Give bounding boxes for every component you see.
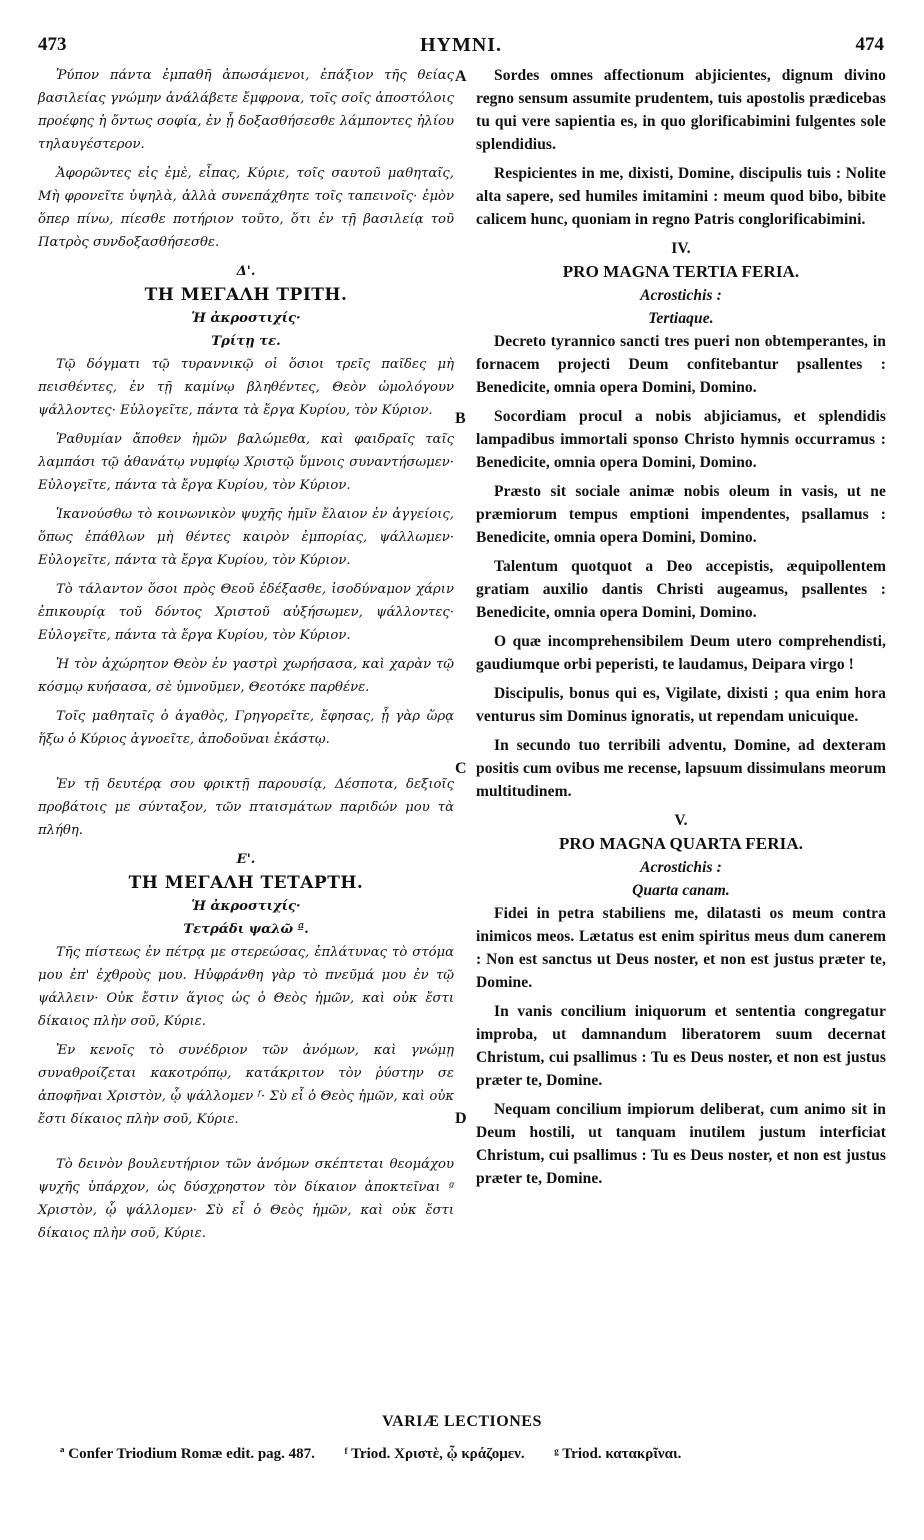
latin-acrostic: Tertiaque. (648, 310, 714, 327)
latin-section-number: V. (674, 812, 688, 829)
greek-paragraph: Τὸ δεινὸν βουλευτήριον τῶν ἀνόμων σκέπτεται θεομάχου ψυχῆς ὑπάρχον, ὡς δύσχρηστον τὸν δίκαιον ἀποκτεῖναι ᵍ Χριστὸν, ᾧ ψάλλομεν· Σὺ εἶ ὁ Θεὸς ἡμῶν, καὶ οὐκ ἔστι δίκαιος πλὴν σοῦ, Κύριε. (38, 1157, 454, 1241)
latin-acrostic-label: Acrostichis : (640, 287, 722, 304)
footnotes (60, 1446, 880, 1463)
latin-paragraph: Fidei in petra stabiliens me, dilatasti os meum contra inimicos meos. Lætatus est enim spiritus meus dum canerem : Non est sanctus ut Deus noster, et non est justus præter te, Domine. (476, 905, 886, 991)
page-header (38, 34, 884, 58)
greek-paragraph: Ἱκανούσθω τὸ κοινωνικὸν ψυχῆς ἡμῖν ἔλαιον ἐν ἀγγείοις, ὅπως ἐπάθλων μὴ θέντες καιρὸν ἐμπορίας, ψάλλωμεν· Εὐλογεῖτε, πάντα τὰ ἔργα Κυρίου, τὸν Κύριον. (38, 507, 454, 568)
greek-section-title: ΤΗ ΜΕΓΑΛΗ ΤΕΤΑΡΤΗ. (128, 873, 364, 893)
footnote-f: ᶠ Triod. Χριστὲ, ᾧ κράζομεν. (344, 1446, 525, 1462)
margin-letter: A (455, 68, 467, 85)
greek-acrostic-label: Ἡ ἀκροστιχίς· (191, 899, 301, 914)
greek-acrostic-label: Ἡ ἀκροστιχίς· (191, 311, 301, 326)
latin-acrostic-label: Acrostichis : (640, 859, 722, 876)
greek-acrostic: Τρίτῃ τε. (211, 334, 281, 349)
margin-letter: B (455, 410, 466, 427)
latin-paragraph: In vanis concilium iniquorum et sententia congregatur improba, ut damnandum liberatorem suum decernat Christum, cui psallimus : Tu es Deus noster, et non est justus præter te, Domine. (476, 1003, 886, 1089)
footnotes-title: VARIÆ LECTIONES (382, 1413, 542, 1430)
greek-section-title: ΤΗ ΜΕΓΑΛΗ ΤΡΙΤΗ. (144, 285, 348, 305)
latin-paragraph: Decreto tyrannico sancti tres pueri non obtemperantes, in fornacem projecti Deum confitebantur psallentes : Benedicite, omnia opera Domini, Domino. (476, 333, 886, 396)
footnote-a: ª Confer Triodium Romæ edit. pag. 487. (60, 1446, 315, 1462)
greek-paragraph: Ἡ τὸν ἀχώρητον Θεὸν ἐν γαστρὶ χωρήσασα, καὶ χαρὰν τῷ κόσμῳ κυήσασα, σὲ ὑμνοῦμεν, Θεοτόκε παρθένε. (38, 657, 454, 695)
latin-section-title: PRO MAGNA QUARTA FERIA. (558, 834, 804, 853)
latin-paragraph: Præsto sit sociale animæ nobis oleum in vasis, ut ne præmiorum tempus emptioni impendentes, psallamus : Benedicite, omnia opera Domini, Domino. (476, 483, 886, 546)
page-number-left: 473 (38, 34, 67, 55)
latin-paragraph: Sordes omnes affectionum abjicientes, dignum divino regno sensum assumite prudentem, tuis apostolis prædicebas tu qui vere sapientia es, in quo glorificabimini fulgentes sole splendidius. (476, 67, 886, 153)
greek-section-number: Δ'. (236, 264, 256, 279)
latin-section-title: PRO MAGNA TERTIA FERIA. (562, 262, 800, 281)
greek-paragraph: Ἐν τῇ δευτέρᾳ σου φρικτῇ παρουσίᾳ, Δέσποτα, δεξιοῖς προβάτοις με σύνταξον, τῶν πταισμάτων παριδών μου τὰ πλήθη. (38, 777, 454, 838)
greek-paragraph: Τὸ τάλαντον ὅσοι πρὸς Θεοῦ ἐδέξασθε, ἰσοδύναμον χάριν ἐπικουρίᾳ τοῦ δόντος Χριστοῦ αὐξήσωμεν, ψάλλοντες· Εὐλογεῖτε, πάντα τὰ ἔργα Κυρίου, τὸν Κύριον. (38, 582, 454, 643)
greek-paragraph: Τῆς πίστεως ἐν πέτρᾳ με στερεώσας, ἐπλάτυνας τὸ στόμα μου ἐπ' ἐχθροὺς μου. Ηὐφράνθη γὰρ τὸ πνεῦμά μου ἐν τῷ ψάλλειν· Οὐκ ἔστιν ἅγιος ὡς ὁ Θεὸς ἡμῶν, καὶ οὐκ ἔστι δίκαιος πλὴν σοῦ, Κύριε. (38, 945, 454, 1029)
greek-acrostic: Τετράδι ψαλῶ ª. (183, 922, 309, 937)
greek-paragraph: Ἀφορῶντες εἰς ἐμὲ, εἶπας, Κύριε, τοῖς σαυτοῦ μαθηταῖς, Μὴ φρονεῖτε ὑψηλὰ, ἀλλὰ συνεπάχθητε τοῖς ταπεινοῖς· ἐμὸν ὅπερ πίνω, πίεσθε ποτήριον τοῦτο, ὅτι ἐν τῇ βασιλείᾳ τοῦ Πατρὸς συνδοξασθήσεσθε. (38, 166, 454, 250)
greek-paragraph: Τοῖς μαθηταῖς ὁ ἀγαθὸς, Γρηγορεῖτε, ἔφησας, ᾗ γὰρ ὥρᾳ ἥξω ὁ Κύριος ἀγνοεῖτε, ἀποδοῦναι ἑκάστῳ. (38, 709, 454, 747)
latin-paragraph: O quæ incomprehensibilem Deum utero comprehendisti, gaudiumque orbi peperisti, te laudamus, Deipara virgo ! (476, 633, 886, 673)
latin-paragraph: In secundo tuo terribili adventu, Domine, ad dexteram positis cum ovibus me recense, lapsuum dissimulans meorum multitudinem. (476, 737, 886, 800)
greek-paragraph: Τῷ δόγματι τῷ τυραννικῷ οἱ ὅσιοι τρεῖς παῖδες μὴ πεισθέντες, ἐν τῇ καμίνῳ βληθέντες, Θεὸν ὡμολόγουν ψάλλοντες· Εὐλογεῖτε, πάντα τὰ ἔργα Κυρίου, τὸν Κύριον. (38, 357, 454, 418)
latin-paragraph: Socordiam procul a nobis abjiciamus, et splendidis lampadibus immortali sponso Christo hymnis occurramus : Benedicite, omnia opera Domini, Domino. (476, 408, 886, 471)
margin-letter: C (455, 760, 467, 777)
greek-paragraph: Ῥύπον πάντα ἐμπαθῆ ἀπωσάμενοι, ἐπάξιον τῆς θείας βασιλείας γνώμην ἀνάλάβετε ἔμφρονα, τοῖς σοῖς ἀποστόλοις προέφης ἡ ὄντως σοφία, ἐν ᾗ δοξασθήσεσθε λάμποντες ἡλίου τηλαυγέστερον. (38, 68, 454, 152)
latin-paragraph: Respicientes in me, dixisti, Domine, discipulis tuis : Nolite alta sapere, sed humiles imitamini : meum quod bibo, bibite calicem hunc, quoniam in regno Patris conglorificabimini. (476, 165, 886, 228)
latin-column (476, 64, 886, 1196)
latin-section-number: IV. (671, 240, 691, 257)
latin-paragraph: Talentum quotquot a Deo accepistis, æquipollentem gratiam auxilio dantis Christi augeamus, psallentes : Benedicite, omnia opera Domini, Domino. (476, 558, 886, 621)
footnote-g: ᵍ Triod. κατακρῖναι. (554, 1446, 682, 1462)
running-title: HYMNI. (419, 34, 503, 56)
latin-paragraph: Discipulis, bonus qui es, Vigilate, dixisti ; qua enim hora venturus sim Dominus ignoratis, ut rependam unicuique. (476, 685, 886, 725)
greek-paragraph: Ῥαθυμίαν ἄποθεν ἡμῶν βαλώμεθα, καὶ φαιδραῖς ταῖς λαμπάσι τῷ ἀθανάτῳ νυμφίῳ Χριστῷ ὕμνοις συναντήσωμεν· Εὐλογεῖτε, πάντα τὰ ἔργα Κυρίου, τὸν Κύριον. (38, 432, 454, 493)
greek-paragraph: Ἐν κενοῖς τὸ συνέδριον τῶν ἀνόμων, καὶ γνώμῃ συναθροίζεται κακοτρόπῳ, κατάκριτον τὸν ῥύστην σε ἀποφῆναι Χριστὸν, ᾧ ψάλλομεν ᶠ· Σὺ εἶ ὁ Θεὸς ἡμῶν, καὶ οὐκ ἔστι δίκαιος πλὴν σοῦ, Κύριε. (38, 1043, 454, 1127)
greek-section-number: Ε'. (236, 852, 256, 867)
greek-column (38, 64, 454, 1251)
latin-acrostic: Quarta canam. (632, 882, 730, 899)
margin-letter: D (455, 1110, 467, 1127)
latin-paragraph: Nequam concilium impiorum deliberat, cum animo sit in Deum hostili, ut tanquam inutilem justum interficiat Christum, cui psallimus : Tu es Deus noster, et non est justus præter te, Domine. (476, 1101, 886, 1187)
page-number-right: 474 (855, 34, 884, 55)
